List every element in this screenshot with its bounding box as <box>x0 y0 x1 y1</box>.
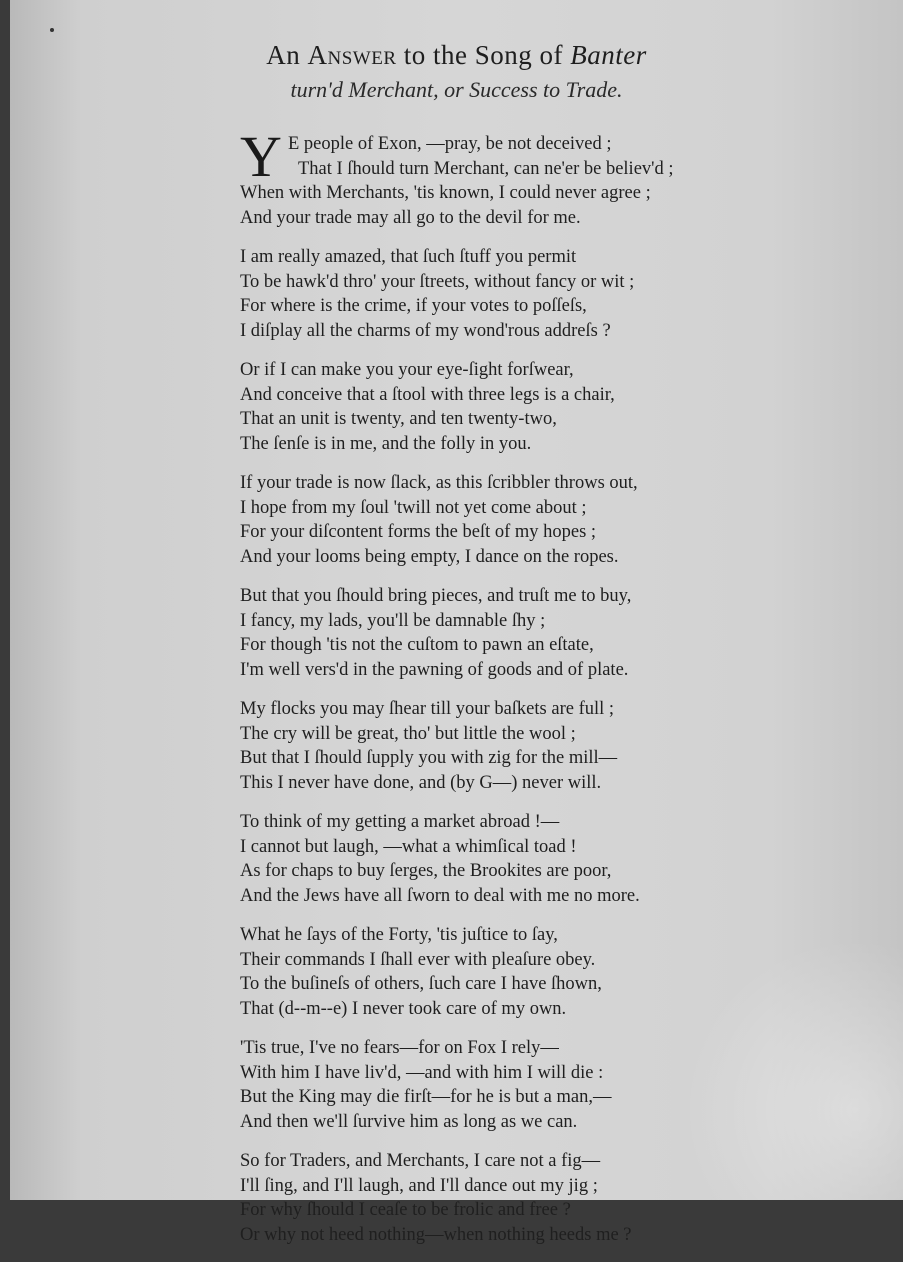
stanza-5 <box>240 584 860 682</box>
stanza-3 <box>240 358 860 456</box>
poem-line: If your trade is now ſlack, as this ſcribbler throws out, <box>240 473 638 493</box>
poem-line: And conceive that a ſtool with three legs is a chair, <box>240 384 615 405</box>
poem-line: But that you ſhould bring pieces, and truſt me to buy, <box>240 586 632 606</box>
poem-line: Or why not heed nothing—when nothing heeds me ? <box>240 1224 632 1245</box>
stanza-6 <box>240 697 860 795</box>
stanza-1 <box>240 132 860 230</box>
broadside-sheet <box>10 0 903 1245</box>
poem-line: That I ſhould turn Merchant, can ne'er be believ'd ; <box>298 158 674 179</box>
poem-line: For your diſcontent forms the beſt of my hopes ; <box>240 522 597 542</box>
poem-line: For where is the crime, if your votes to poſſeſs, <box>240 296 587 316</box>
poem-line: My flocks you may ſhear till your baſkets are full ; <box>240 699 615 719</box>
poem-line: E people of Exon, —pray, be not deceived ; <box>288 134 612 154</box>
poem-line: That (d--m--e) I never took care of my own. <box>240 998 567 1019</box>
stanza-8 <box>240 923 860 1021</box>
stanza-7 <box>240 810 860 908</box>
poem-line: With him I have liv'd, —and with him I will die : <box>240 1062 604 1083</box>
poem-line: Or if I can make you your eye-ſight forſwear, <box>240 360 574 380</box>
page-title <box>10 40 903 71</box>
title-part-banter: Banter <box>570 40 647 70</box>
poem-line: I'm well vers'd in the pawning of goods and of plate. <box>240 659 629 680</box>
poem-line: And your trade may all go to the devil for me. <box>240 207 581 228</box>
poem-line: For though 'tis not the cuſtom to pawn an eſtate, <box>240 635 594 655</box>
poem-line: But that I ſhould ſupply you with zig for the mill— <box>240 748 618 768</box>
poem-line: When with Merchants, 'tis known, I could never agree ; <box>240 183 651 203</box>
title-part-an: An <box>266 40 308 70</box>
title-part-answer: Answer <box>307 40 397 70</box>
poem-line: I am really amazed, that ſuch ſtuff you permit <box>240 247 577 267</box>
poem-line: So for Traders, and Merchants, I care not a fig— <box>240 1151 601 1171</box>
ink-speck <box>50 28 54 32</box>
poem-line: As for chaps to buy ſerges, the Brookites are poor, <box>240 861 612 881</box>
poem-line: I cannot but laugh, —what a whimſical toad ! <box>240 836 577 857</box>
drop-cap: Y <box>240 124 282 189</box>
poem-line: I diſplay all the charms of my wond'rous addreſs ? <box>240 320 611 341</box>
poem-line: The ſenſe is in me, and the folly in you. <box>240 433 532 454</box>
stanza-10 <box>240 1149 860 1247</box>
poem-line: What he ſays of the Forty, 'tis juſtice to ſay, <box>240 925 558 945</box>
poem-line: But the King may die firſt—for he is but a man,— <box>240 1087 612 1107</box>
poem-line: I hope from my ſoul 'twill not yet come about ; <box>240 497 587 518</box>
poem-line: And your looms being empty, I dance on the ropes. <box>240 546 619 567</box>
poem-line: To think of my getting a market abroad !— <box>240 812 560 832</box>
page-subtitle: turn'd Merchant, or Success to Trade. <box>290 77 623 102</box>
poem-line: That an unit is twenty, and ten twenty-two, <box>240 409 557 429</box>
poem-line: To the buſineſs of others, ſuch care I have ſhown, <box>240 974 602 994</box>
poem-line: This I never have done, and (by G—) never will. <box>240 772 602 793</box>
poem-body <box>240 132 860 1262</box>
stanza-2 <box>240 245 860 343</box>
stanza-4 <box>240 471 860 569</box>
poem-line: And the Jews have all ſworn to deal with me no more. <box>240 885 640 906</box>
poem-line: Their commands I ſhall ever with pleaſure obey. <box>240 949 596 970</box>
poem-line: The cry will be great, tho' but little the wool ; <box>240 723 576 744</box>
poem-line: For why ſhould I ceaſe to be frolic and free ? <box>240 1200 571 1220</box>
title-part-middle: to the Song of <box>396 40 571 70</box>
poem-line: I fancy, my lads, you'll be damnable ſhy ; <box>240 610 546 631</box>
stanza-9 <box>240 1036 860 1134</box>
poem-line: 'Tis true, I've no fears—for on Fox I rely— <box>240 1038 559 1058</box>
poem-line: And then we'll ſurvive him as long as we can. <box>240 1111 578 1132</box>
poem-line: To be hawk'd thro' your ſtreets, without fancy or wit ; <box>240 271 635 292</box>
poem-line: I'll ſing, and I'll laugh, and I'll dance out my jig ; <box>240 1175 598 1196</box>
